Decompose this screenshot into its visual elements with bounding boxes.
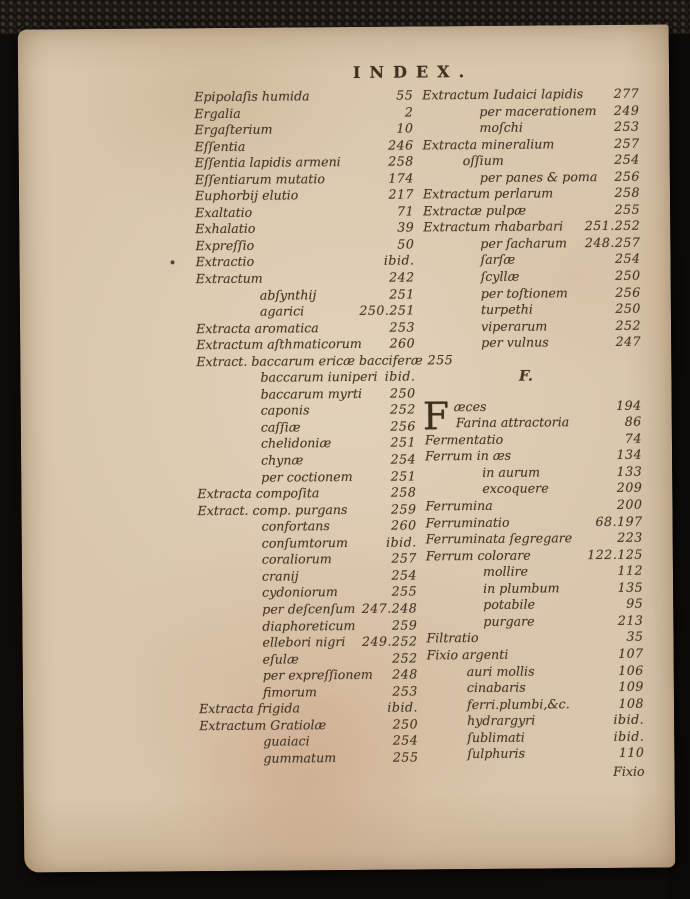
- index-entry-row: [424, 268, 641, 286]
- index-entry-row: [195, 187, 414, 205]
- entry-term: Extractæ pulpæ: [423, 202, 527, 219]
- index-entry-row: [195, 137, 414, 155]
- entry-term: Extract. baccarum ericæ bacciferæ: [196, 352, 423, 369]
- index-entry-row: [426, 596, 643, 614]
- entry-term: Farina attractoria: [455, 414, 570, 431]
- entry-term: chelidoniæ: [260, 435, 332, 452]
- entry-term: Extractum Iudaici lapidis: [422, 86, 584, 103]
- index-entry-row: [426, 613, 643, 631]
- entry-term: Euphorbij elutio: [194, 187, 299, 204]
- entry-page-number: 135: [617, 579, 644, 595]
- index-entry-row: [199, 650, 418, 668]
- entry-page-number: 200: [616, 496, 643, 512]
- entry-page-number: ibid.: [387, 699, 419, 715]
- index-entry-row: [425, 414, 642, 432]
- entry-term: Ferrum colorare: [425, 547, 531, 564]
- entry-page-number: 55: [396, 87, 414, 103]
- entry-page-number: 133: [616, 463, 643, 479]
- index-entry-row: [426, 629, 643, 647]
- entry-term: Ferruminatio: [425, 514, 510, 530]
- index-entry-row: [424, 284, 641, 302]
- entry-page-number: 258: [614, 184, 641, 201]
- index-entry-row: [423, 235, 640, 253]
- entry-page-number: 35: [626, 629, 644, 645]
- entry-term: per toſtionem: [480, 284, 568, 301]
- index-entry-row: [426, 563, 643, 581]
- entry-page-number: 10: [396, 120, 414, 136]
- entry-page-number: 255: [392, 749, 419, 765]
- entry-term: ſublimati: [467, 729, 525, 745]
- entry-term: Exhalatio: [195, 221, 256, 237]
- entry-page-number: 249: [613, 102, 640, 118]
- entry-page-number: 39: [397, 219, 415, 235]
- index-entry-row: [425, 497, 642, 515]
- entry-term: æces: [453, 398, 487, 414]
- entry-term: Extractum Gratiolæ: [199, 716, 327, 733]
- entry-term: per panes & poma: [479, 168, 598, 185]
- entry-page-number: 256: [615, 284, 641, 300]
- index-entry-row: [427, 695, 644, 713]
- index-entry-row: [199, 733, 418, 751]
- entry-term: potabile: [483, 596, 536, 613]
- entry-page-number: 255: [391, 583, 418, 600]
- entry-page-number: 223: [617, 529, 643, 546]
- index-entry-row: [425, 464, 642, 482]
- margin-mark: [171, 260, 175, 264]
- entry-page-number: 213: [617, 612, 644, 628]
- index-entry-row: [423, 202, 640, 220]
- index-entry-row: [195, 203, 414, 221]
- entry-page-number: 254: [390, 451, 417, 467]
- entry-page-number: 259: [391, 616, 418, 633]
- entry-page-number: 258: [390, 484, 417, 500]
- entry-term: Fermentatio: [424, 431, 504, 448]
- entry-page-number: ibid.: [613, 711, 645, 728]
- entry-term: Ferrum in æs: [425, 448, 512, 464]
- index-entry-row: [194, 87, 413, 105]
- entry-page-number: 253: [613, 118, 640, 134]
- entry-term: cranij: [261, 568, 299, 584]
- entry-term: excoquere: [482, 480, 549, 497]
- index-entry-row: [424, 317, 641, 335]
- entry-page-number: 50: [397, 236, 415, 252]
- entry-term: fimorum: [262, 683, 317, 700]
- entry-page-number: 108: [618, 695, 645, 711]
- entry-page-number: 251.252: [584, 218, 641, 234]
- entry-page-number: 252: [392, 650, 418, 666]
- entry-page-number: 112: [617, 562, 644, 579]
- index-entry-row: [199, 667, 418, 685]
- entry-page-number: 250: [392, 716, 419, 732]
- entry-term: caſſiæ: [260, 419, 301, 435]
- entry-page-number: 250.251: [359, 302, 415, 319]
- entry-page-number: 246: [388, 137, 414, 153]
- index-entry-row: [194, 121, 413, 139]
- entry-term: mollire: [482, 563, 529, 580]
- index-entry-row: [196, 286, 415, 304]
- section-letter-header: F.: [518, 367, 533, 385]
- entry-page-number: 253: [389, 319, 416, 335]
- entry-page-number: 250: [389, 385, 416, 401]
- index-entry-row: [199, 749, 418, 767]
- entry-term: Extracta compoſita: [197, 485, 320, 502]
- entry-term: Expreſſio: [195, 237, 255, 254]
- index-entry-row: [195, 236, 414, 254]
- index-entry-row: [427, 646, 644, 664]
- entry-page-number: 242: [389, 269, 415, 285]
- index-entry-row: [197, 468, 416, 486]
- entry-term: per deſcenſum: [262, 600, 356, 617]
- entry-term: Extracta mineralium: [422, 135, 555, 153]
- index-entry-row: [427, 662, 644, 680]
- index-entry-row: [422, 86, 639, 104]
- entry-term: Filtratio: [426, 630, 479, 646]
- index-column-right: [422, 86, 644, 781]
- entry-page-number: 71: [397, 203, 415, 219]
- index-entry-row: [194, 104, 413, 122]
- entry-term: purgare: [483, 613, 535, 629]
- index-entry-row: [197, 385, 416, 403]
- entry-page-number: 253: [392, 683, 418, 699]
- entry-term: in plumbum: [483, 580, 560, 596]
- entry-page-number: 74: [624, 430, 642, 446]
- entry-page-number: 209: [616, 480, 643, 496]
- index-entry-row: [426, 530, 643, 548]
- index-entry-row: [197, 501, 416, 519]
- index-entry-row: [199, 716, 418, 734]
- index-entry-row: [198, 617, 417, 635]
- entry-page-number: 251: [390, 468, 417, 484]
- index-entry-row: [196, 269, 415, 287]
- index-entry-row: [198, 567, 417, 585]
- index-entry-row: [425, 397, 642, 415]
- index-entry-row: [198, 584, 417, 602]
- entry-page-number: 247: [615, 333, 642, 350]
- entry-page-number: 254: [391, 567, 418, 583]
- index-entry-row: [195, 154, 414, 172]
- entry-term: per vulnus: [481, 334, 549, 351]
- index-entry-row: [427, 728, 644, 746]
- entry-term: oſſium: [462, 152, 504, 169]
- index-entry-row: [196, 369, 415, 387]
- entry-term: guaiaci: [263, 733, 310, 749]
- entry-term: in aurum: [482, 464, 541, 480]
- entry-term: agarici: [259, 303, 305, 319]
- index-entry-row: [198, 518, 417, 536]
- entry-term: Fixio argenti: [426, 646, 509, 663]
- entry-term: ellebori nigri: [262, 634, 346, 650]
- entry-page-number: 194: [616, 397, 642, 413]
- entry-page-number: 257: [614, 135, 640, 151]
- entry-term: ferri.plumbi,&c.: [466, 695, 570, 712]
- entry-page-number: 250: [615, 267, 641, 283]
- entry-term: abſynthij: [259, 286, 317, 303]
- index-entry-row: [195, 220, 414, 238]
- entry-page-number: 107: [618, 645, 644, 661]
- entry-page-number: 254: [614, 151, 640, 168]
- entry-page-number: 260: [390, 517, 417, 533]
- entry-term: cinabaris: [466, 679, 526, 696]
- entry-term: Extractum rhabarbari: [423, 218, 564, 235]
- index-entry-row: [197, 451, 416, 469]
- index-entry-row: [426, 579, 643, 597]
- entry-term: Extract. comp. purgans: [197, 501, 348, 518]
- catchword: Fixio: [612, 763, 645, 779]
- entry-page-number: 250: [615, 300, 641, 316]
- entry-page-number: 106: [618, 662, 644, 678]
- index-entry-row: [425, 431, 642, 449]
- entry-term: cydoniorum: [262, 584, 338, 601]
- entry-page-number: 255: [614, 201, 641, 217]
- entry-page-number: 249.252: [361, 633, 418, 649]
- entry-term: Extractum: [195, 270, 263, 287]
- entry-term: coraliorum: [261, 551, 332, 567]
- entry-page-number: 256: [614, 168, 640, 184]
- index-entry-row: [198, 551, 417, 569]
- entry-term: Ferrumina: [425, 497, 493, 514]
- entry-term: chynæ: [261, 452, 304, 468]
- entry-term: caponis: [260, 402, 310, 419]
- entry-term: hydrargyri: [467, 712, 536, 729]
- entry-term: baccarum myrti: [260, 385, 363, 402]
- index-entry-row: [427, 679, 644, 697]
- index-entry-row: [198, 600, 417, 618]
- entry-page-number: 95: [626, 595, 644, 612]
- entry-page-number: 174: [388, 170, 414, 186]
- entry-term: moſchi: [479, 119, 523, 136]
- entry-term: turpethi: [480, 301, 533, 318]
- index-entry-row: [197, 418, 416, 436]
- index-entry-row: [427, 712, 644, 730]
- entry-term: per ſacharum: [480, 235, 567, 251]
- entry-term: ſulphuris: [467, 745, 526, 762]
- index-entry-row: [426, 546, 643, 564]
- entry-term: per macerationem: [479, 102, 597, 119]
- index-entry-row: [198, 633, 417, 651]
- entry-term: per coctionem: [261, 468, 353, 485]
- index-entry-row: [423, 218, 640, 236]
- entry-page-number: 254: [392, 732, 419, 748]
- entry-term: Eſſentiarum mutatio: [194, 170, 325, 187]
- index-entry-row: [199, 700, 418, 718]
- entry-page-number: 252: [615, 317, 642, 333]
- entry-term: gummatum: [263, 749, 337, 766]
- entry-term: diaphoreticum: [262, 617, 356, 634]
- entry-term: Extractum aſthmaticorum: [196, 336, 362, 353]
- index-entry-row: [423, 168, 640, 186]
- index-entry-row: [424, 334, 641, 352]
- entry-term: baccarum iuniperi: [260, 369, 378, 385]
- entry-term: Ergalia: [194, 105, 241, 121]
- entry-page-number: 110: [618, 744, 645, 761]
- index-entry-row: [195, 170, 414, 188]
- entry-term: Extractum perlarum: [422, 185, 554, 202]
- index-entry-row: [422, 102, 639, 120]
- index-entry-row: [423, 185, 640, 203]
- entry-page-number: 277: [613, 85, 640, 101]
- index-entry-row: [425, 447, 642, 465]
- entry-page-number: 68.197: [595, 513, 643, 529]
- index-entry-row: [196, 351, 454, 370]
- entry-page-number: 86: [624, 413, 642, 430]
- index-entry-row: [198, 534, 417, 552]
- index-entry-row: [199, 683, 418, 701]
- entry-page-number: 134: [616, 447, 643, 463]
- book-page: [18, 24, 676, 872]
- entry-page-number: 256: [390, 418, 416, 434]
- index-entry-row: [197, 485, 416, 503]
- entry-term: auri mollis: [466, 663, 535, 679]
- entry-term: Ferruminata ſegregare: [425, 530, 573, 547]
- entry-page-number: ibid.: [613, 728, 645, 744]
- index-entry-row: [195, 253, 414, 271]
- index-entry-row: [423, 135, 640, 153]
- entry-page-number: 258: [388, 153, 414, 169]
- entry-term: per expreſſionem: [262, 666, 373, 683]
- entry-page-number: 109: [618, 678, 644, 694]
- entry-page-number: 248: [392, 666, 418, 682]
- index-entry-row: [196, 303, 415, 321]
- entry-term: ſcyllæ: [480, 268, 520, 284]
- entry-page-number: 259: [390, 501, 417, 517]
- page-title: INDEX.: [352, 61, 474, 82]
- entry-term: ſarſæ: [480, 252, 516, 268]
- entry-term: Exaltatio: [195, 204, 253, 221]
- entry-page-number: 122.125: [587, 546, 643, 562]
- entry-page-number: 248.257: [584, 234, 641, 251]
- entry-term: Eſſentia: [194, 138, 246, 154]
- index-entry-row: [427, 745, 644, 763]
- index-entry-row: [196, 336, 415, 354]
- entry-page-number: 254: [614, 251, 641, 267]
- index-entry-row: [197, 435, 416, 453]
- entry-term: Ergaſterium: [194, 121, 273, 138]
- entry-term: Extracta frigida: [198, 700, 300, 717]
- entry-term: Epipolaſis humida: [194, 88, 310, 105]
- entry-term: confortans: [261, 518, 330, 534]
- entry-page-number: ibid.: [384, 368, 416, 384]
- entry-term: Extracta aromatica: [195, 319, 319, 336]
- index-entry-row: [197, 402, 416, 420]
- entry-page-number: 260: [389, 335, 416, 351]
- index-entry-row: [423, 251, 640, 269]
- index-entry-row: [422, 119, 639, 137]
- entry-page-number: 251: [389, 286, 415, 302]
- index-entry-row: [423, 152, 640, 170]
- entry-page-number: 247.248: [361, 600, 418, 616]
- dropcap-letter: F: [422, 393, 450, 439]
- entry-page-number: 2: [404, 104, 414, 120]
- entry-term: conſumtorum: [261, 534, 348, 551]
- entry-page-number: 257: [391, 550, 417, 566]
- index-entry-row: [425, 480, 642, 498]
- entry-page-number: 255: [427, 351, 454, 368]
- entry-page-number: 252: [390, 401, 416, 418]
- entry-term: viperarum: [480, 318, 548, 334]
- index-entry-row: [426, 513, 643, 531]
- entry-page-number: 251: [390, 434, 417, 451]
- entry-page-number: ibid.: [383, 252, 415, 269]
- index-entry-row: [424, 301, 641, 319]
- entry-term: Eſſentia lapidis armeni: [194, 154, 341, 171]
- entry-term: eſulæ: [262, 650, 299, 667]
- entry-page-number: 217: [388, 186, 415, 202]
- entry-term: Extractio: [195, 254, 255, 270]
- index-entry-row: [196, 319, 415, 337]
- entry-page-number: ibid.: [385, 534, 417, 550]
